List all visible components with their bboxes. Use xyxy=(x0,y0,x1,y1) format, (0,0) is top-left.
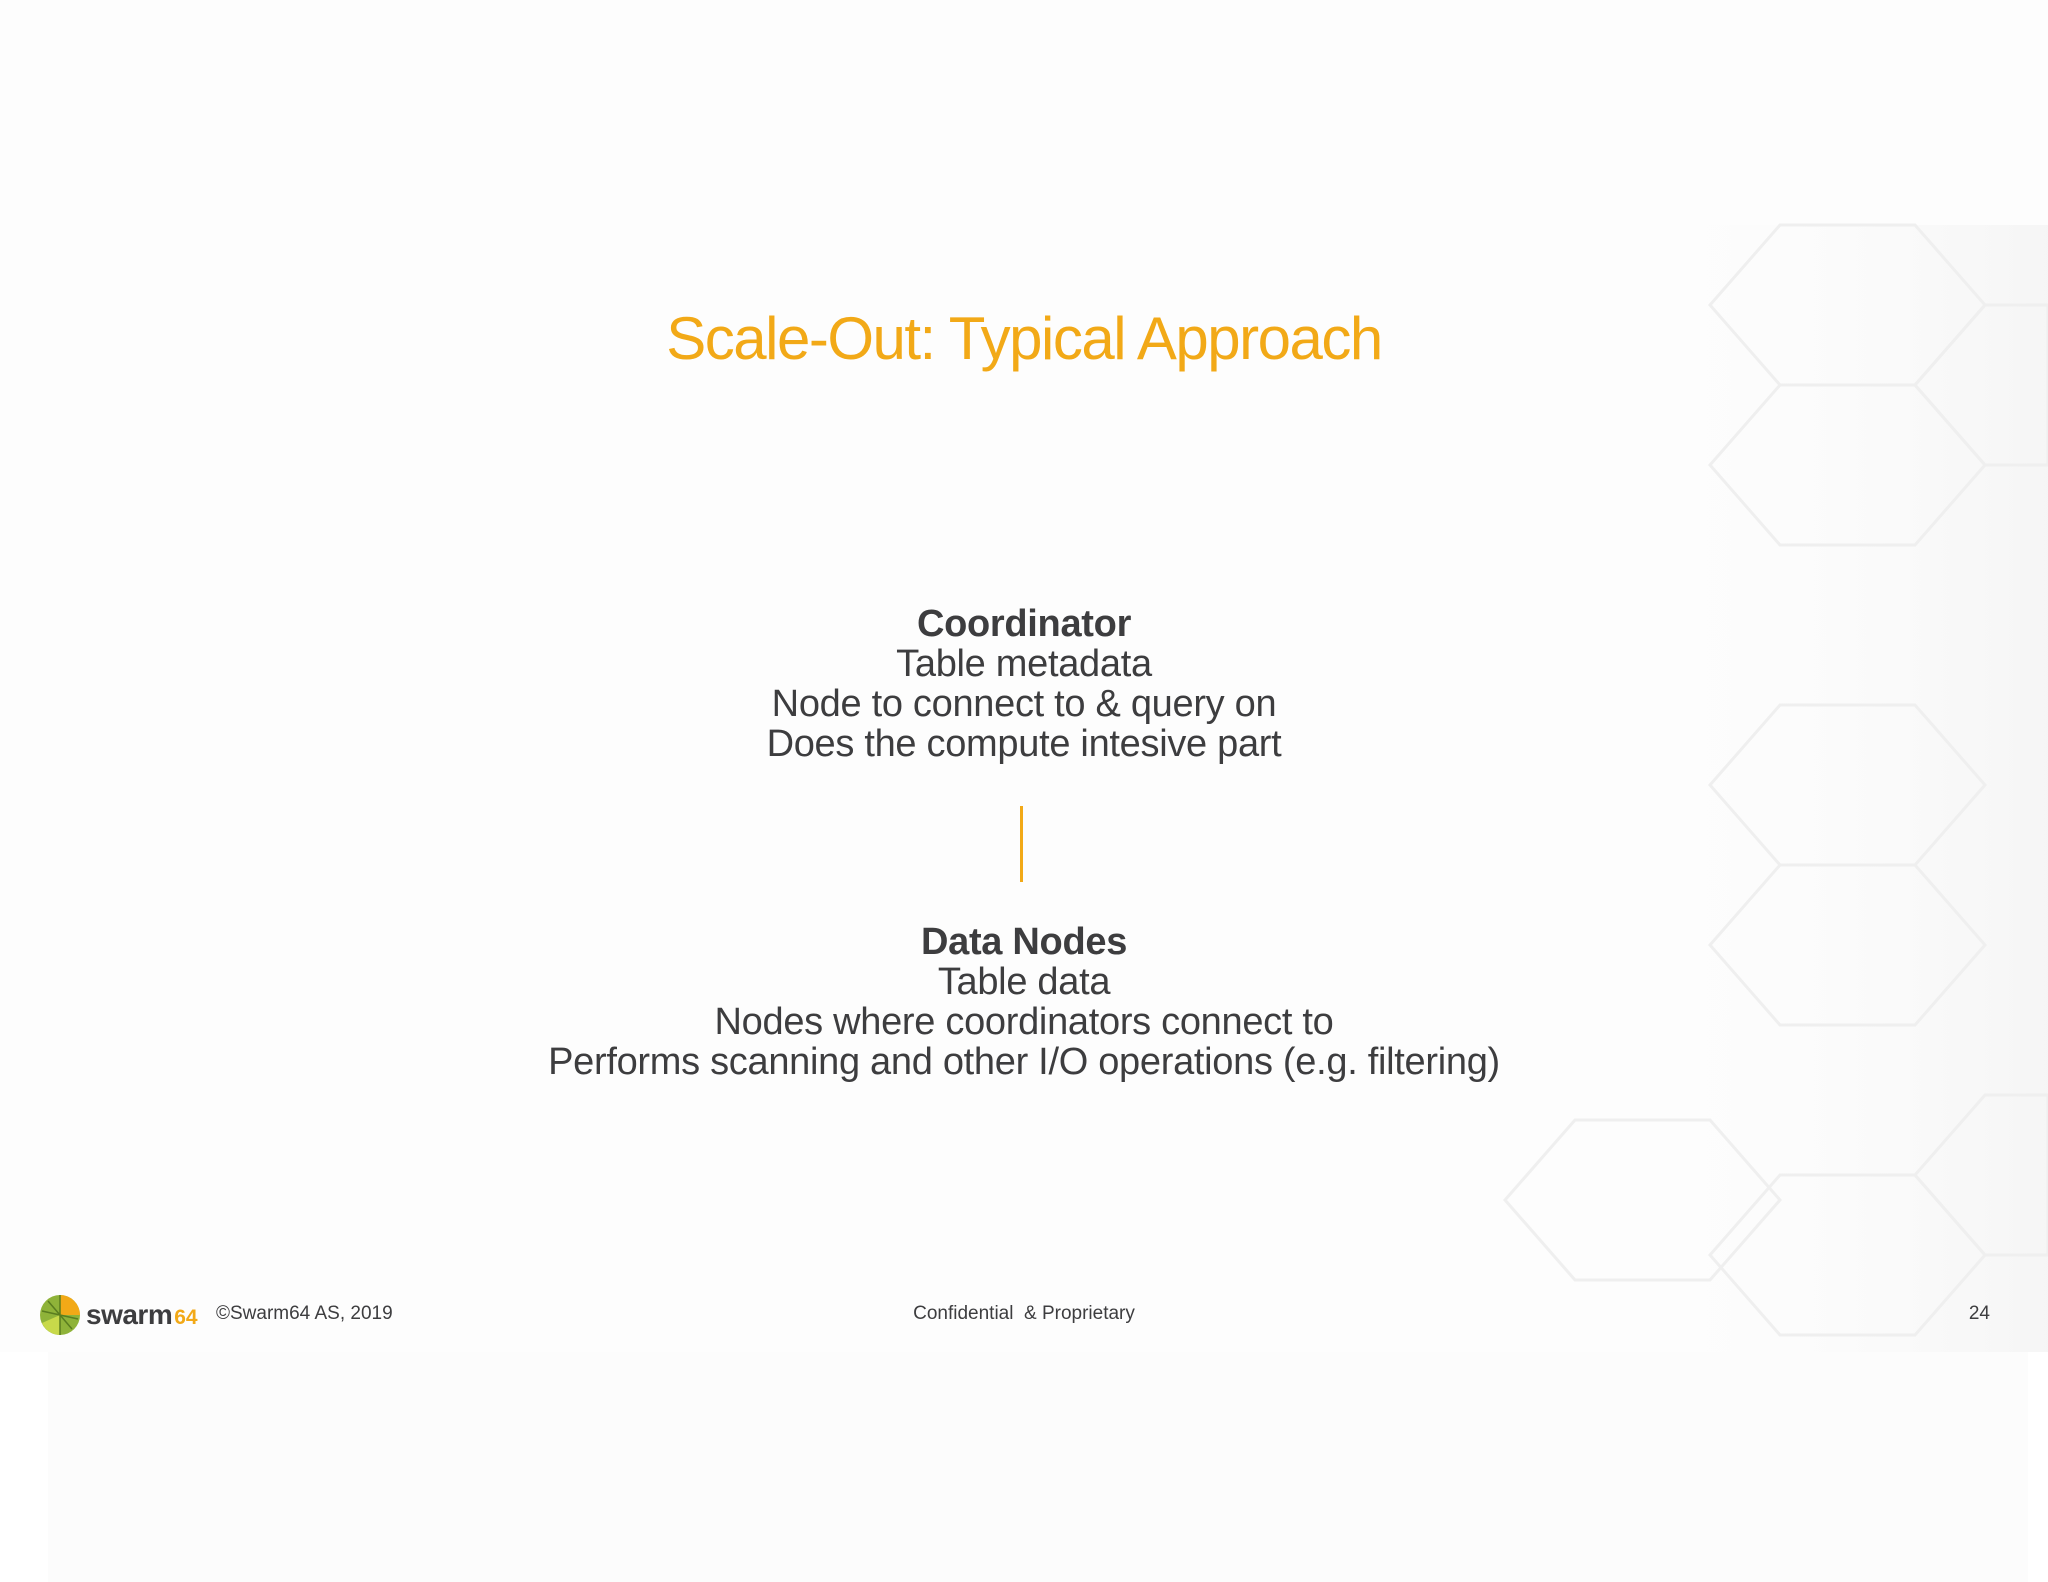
slide-title: Scale-Out: Typical Approach xyxy=(666,305,1382,372)
data-nodes-block xyxy=(0,922,2048,1082)
logo-number: 64 xyxy=(174,1306,198,1329)
confidential-text: Confidential & Proprietary xyxy=(913,1303,1135,1324)
coordinator-line-2: Node to connect to & query on xyxy=(771,683,1277,725)
coordinator-line-3: Does the compute intesive part xyxy=(766,723,1282,765)
below-slide-area xyxy=(48,1352,2028,1582)
page-number: 24 xyxy=(1968,1303,1990,1324)
data-nodes-line-3: Performs scanning and other I/O operations (e.g. filtering) xyxy=(548,1041,1500,1083)
coordinator-block xyxy=(0,604,2048,764)
logo-wordmark: swarm xyxy=(86,1299,173,1330)
data-nodes-line-1: Table data xyxy=(937,961,1111,1003)
coordinator-line-1: Table metadata xyxy=(896,643,1152,685)
data-nodes-heading: Data Nodes xyxy=(920,921,1128,963)
coordinator-heading: Coordinator xyxy=(916,603,1132,645)
copyright-text: ©Swarm64 AS, 2019 xyxy=(216,1303,393,1324)
data-nodes-line-2: Nodes where coordinators connect to xyxy=(714,1001,1334,1043)
connector-line xyxy=(1020,806,1023,882)
